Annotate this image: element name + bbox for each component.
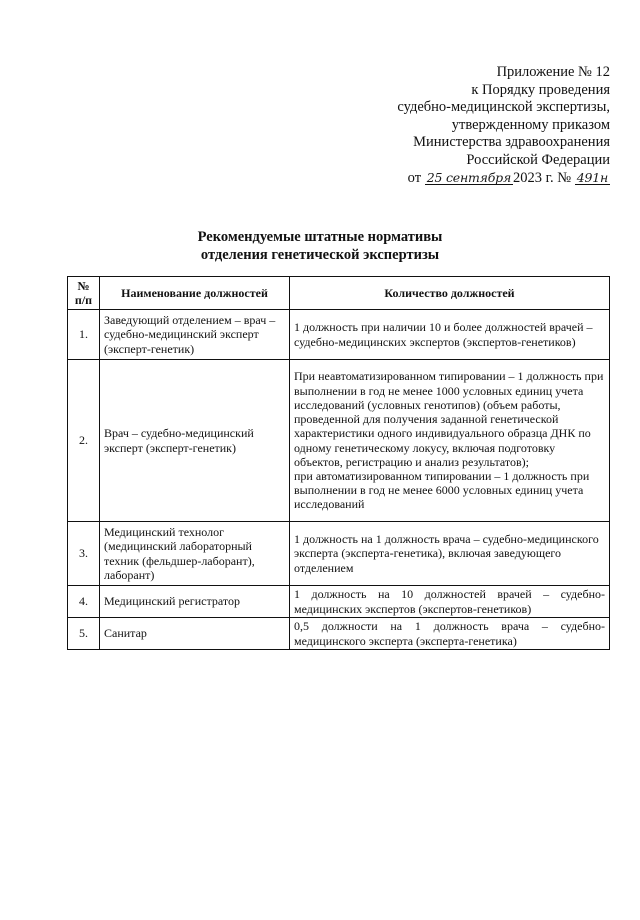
appendix-line: Министерства здравоохранения	[413, 134, 610, 151]
column-header-num: № п/п	[68, 277, 100, 310]
table-row	[68, 310, 610, 360]
document-title	[0, 228, 640, 264]
table-row	[68, 618, 610, 650]
title-line: отделения генетической экспертизы	[200, 247, 440, 263]
appendix-line: Российской Федерации	[466, 151, 610, 168]
handwritten-date: 25 сентября	[426, 169, 512, 185]
order-prefix: от	[407, 169, 422, 186]
row-number: 3.	[68, 522, 100, 586]
position-name: Медицинский технолог (медицинский лабораторный техник (фельдшер-лаборант), лаборант)	[100, 522, 290, 586]
order-year: 2023 г. №	[513, 169, 572, 186]
column-header-name: Наименование должностей	[100, 277, 290, 310]
table-row	[68, 360, 610, 522]
quantity-part: При неавтоматизированном типировании – 1 должность при выполнении в год не менее 1000 условных единиц учета исследований (условных генотипов) (объем работы, проведенной для получения заданной генетической характеристики одного индивидуального образца ДНК по одному генетическому локусу, включая подготовку объектов, регистрацию и анализ результатов);	[294, 369, 604, 469]
row-number: 5.	[68, 618, 100, 650]
position-quantity: 0,5 должности на 1 должность врача – судебно-медицинского эксперта (эксперта-генетика)	[290, 618, 610, 650]
row-number: 1.	[68, 310, 100, 360]
position-name: Врач – судебно-медицинский эксперт (эксперт-генетик)	[100, 360, 290, 522]
position-quantity: 1 должность на 10 должностей врачей – судебно-медицинских экспертов (экспертов-генетиков)	[290, 586, 610, 618]
table-row	[68, 586, 610, 618]
column-header-qty: Количество должностей	[290, 277, 610, 310]
order-date-line	[320, 170, 610, 188]
table-row	[68, 522, 610, 586]
table-header-row	[68, 277, 610, 310]
position-quantity: 1 должность на 1 должность врача – судебно-медицинского эксперта (эксперта-генетика), включая заведующего отделением	[290, 522, 610, 586]
appendix-line: судебно-медицинской экспертизы,	[397, 99, 610, 116]
position-quantity: 1 должность при наличии 10 и более должностей врачей – судебно-медицинских экспертов (экспертов-генетиков)	[290, 310, 610, 360]
quantity-part: при автоматизированном типировании – 1 должность при выполнении в год не менее 6000 условных единиц учета исследований	[294, 468, 590, 512]
position-name: Заведующий отделением – врач – судебно-медицинский эксперт (эксперт-генетик)	[100, 310, 290, 360]
row-number: 2.	[68, 360, 100, 522]
row-number: 4.	[68, 586, 100, 618]
appendix-line: Приложение № 12	[496, 64, 610, 80]
appendix-line: к Порядку проведения	[471, 81, 610, 98]
handwritten-order-number: 491н	[576, 169, 608, 185]
position-name: Санитар	[100, 618, 290, 650]
title-line: Рекомендуемые штатные нормативы	[197, 229, 443, 245]
position-name: Медицинский регистратор	[100, 586, 290, 618]
staffing-table	[67, 276, 610, 650]
appendix-header	[320, 64, 610, 187]
position-quantity	[290, 360, 610, 522]
appendix-line: утвержденному приказом	[451, 116, 610, 133]
